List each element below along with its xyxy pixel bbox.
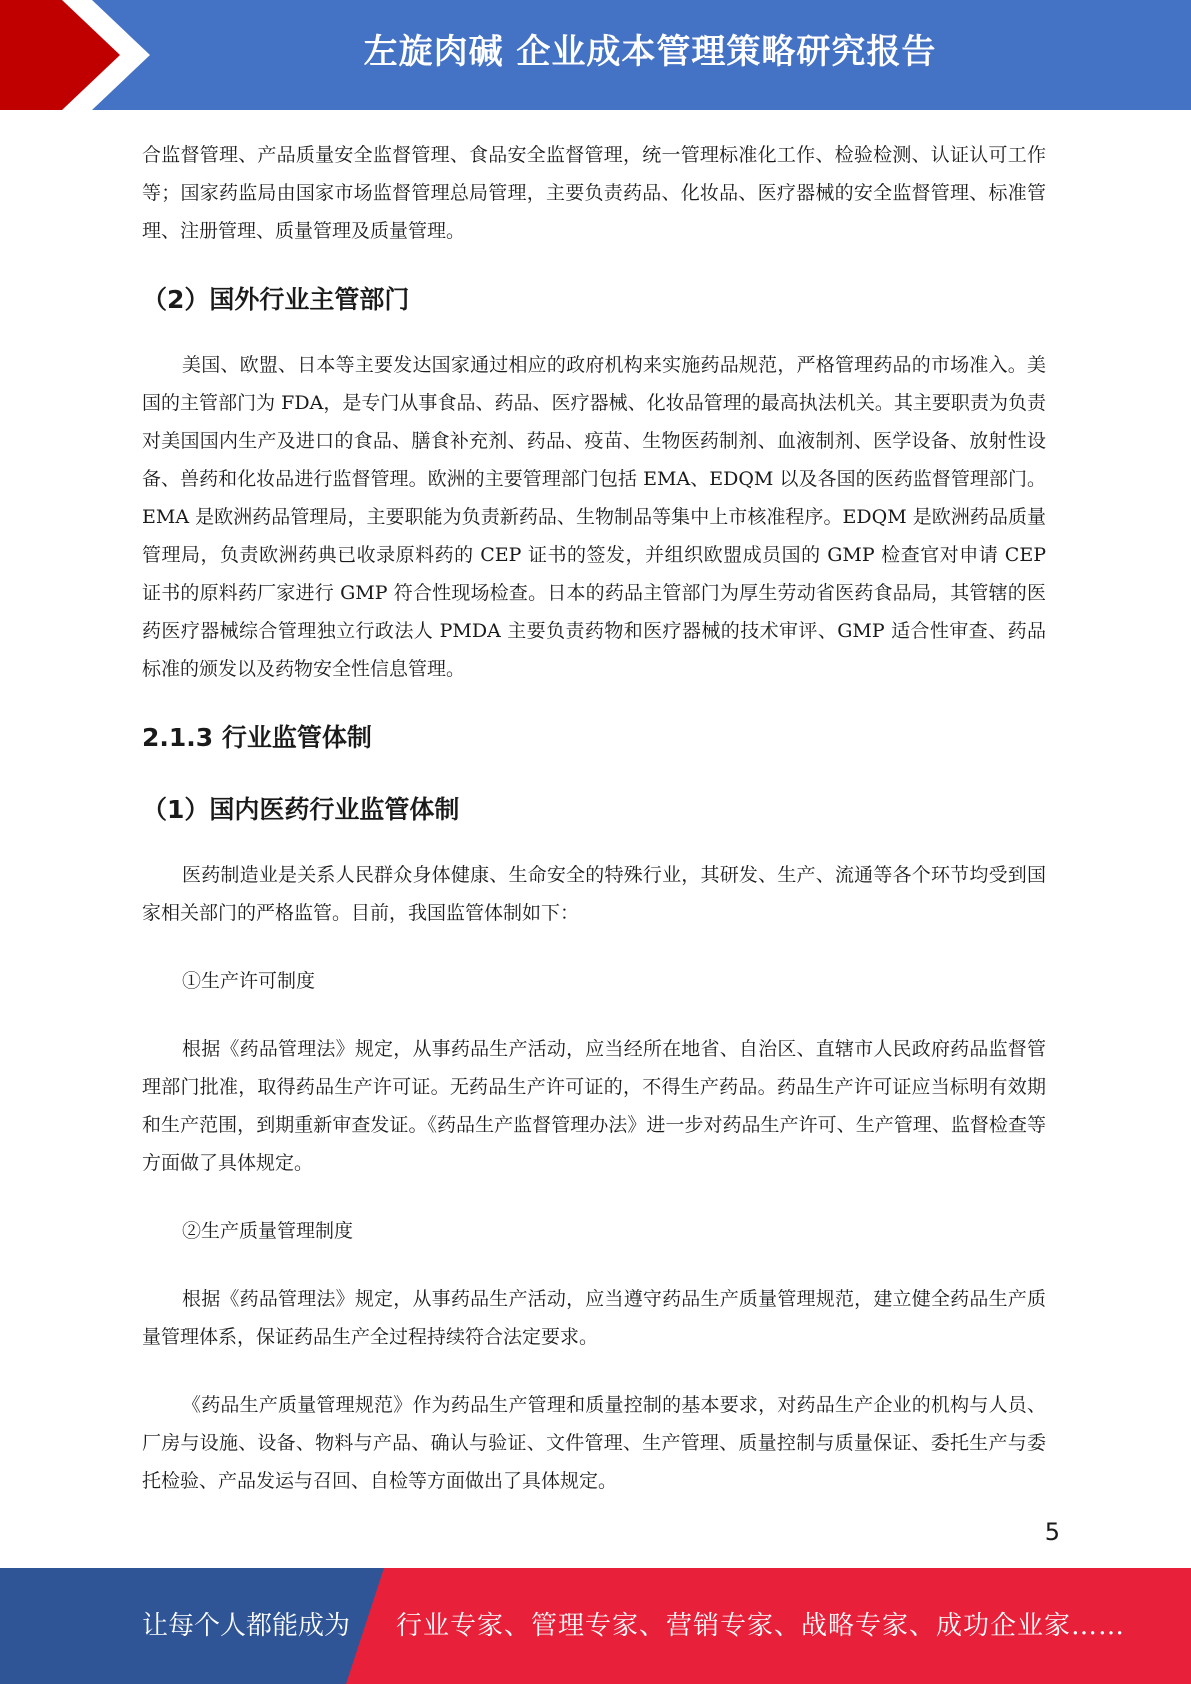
page-number: 5	[1044, 1518, 1060, 1546]
section-heading-2-1-3: 2.1.3 行业监管体制	[142, 723, 372, 752]
footer-slogan-right: 行业专家、管理专家、营销专家、战略专家、成功企业家……	[396, 1611, 1126, 1641]
paragraph-quality-management: 根据《药品管理法》规定，从事药品生产活动，应当遵守药品生产质量管理规范，建立健全药品生产质量管理体系，保证药品生产全过程持续符合法定要求。	[142, 1288, 1046, 1348]
heading-domestic-regulation: （1）国内医药行业监管体制	[142, 795, 460, 824]
footer-slogan-left: 让每个人都能成为	[142, 1611, 351, 1641]
paragraph-production-license: 根据《药品管理法》规定，从事药品生产活动，应当经所在地省、自治区、直辖市人民政府药品监督管理部门批准，取得药品生产许可证。无药品生产许可证的，不得生产药品。药品生产许可证应当标明有效期和生产范围，到期重新审查发证。《药品生产监督管理办法》进一步对药品生产许可、生产管理、监督检查等方面做了具体规定。	[142, 1038, 1046, 1174]
header-chevron-decoration	[0, 0, 160, 110]
document-body	[142, 136, 1046, 1500]
paragraph-continued: 合监督管理、产品质量安全监督管理、食品安全监督管理，统一管理标准化工作、检验检测、认证认可工作等；国家药监局由国家市场监督管理总局管理，主要负责药品、化妆品、医疗器械的安全监督管理、标准管理、注册管理、质量管理及质量管理。	[142, 144, 1046, 242]
list-item-production-license: ①生产许可制度	[182, 970, 316, 992]
header-banner	[0, 0, 1191, 110]
paragraph-regulation-overview: 医药制造业是关系人民群众身体健康、生命安全的特殊行业，其研发、生产、流通等各个环节均受到国家相关部门的严格监管。目前，我国监管体制如下：	[142, 864, 1046, 924]
paragraph-gmp: 《药品生产质量管理规范》作为药品生产管理和质量控制的基本要求，对药品生产企业的机构与人员、厂房与设施、设备、物料与产品、确认与验证、文件管理、生产管理、质量控制与质量保证、委托生产与委托检验、产品发运与召回、自检等方面做出了具体规定。	[142, 1394, 1046, 1492]
footer-banner	[0, 1568, 1191, 1684]
list-item-quality-management: ②生产质量管理制度	[182, 1220, 354, 1242]
paragraph-foreign-regulators: 美国、欧盟、日本等主要发达国家通过相应的政府机构来实施药品规范，严格管理药品的市场准入。美国的主管部门为 FDA，是专门从事食品、药品、医疗器械、化妆品管理的最高执法机关。其主要职责为负责对美国国内生产及进口的食品、膳食补充剂、药品、疫苗、生物医药制剂、血液制剂、医学设备、放射性设备、兽药和化妆品进行监督管理。欧洲的主要管理部门包括 EMA、EDQM 以及各国的医药监督管理部门。EMA 是欧洲药品管理局，主要职能为负责新药品、生物制品等集中上市核准程序。EDQM 是欧洲药品质量管理局，负责欧洲药典已收录原料药的 CEP 证书的签发，并组织欧盟成员国的 GMP 检查官对申请 CEP 证书的原料药厂家进行 GMP 符合性现场检查。日本的药品主管部门为厚生劳动省医药食品局，其管辖的医药医疗器械综合管理独立行政法人 PMDA 主要负责药物和医疗器械的技术审评、GMP 适合性审查、药品标准的颁发以及药物安全性信息管理。	[142, 354, 1046, 680]
header-title: 左旋肉碱 企业成本管理策略研究报告	[363, 32, 937, 72]
heading-foreign-authorities: （2）国外行业主管部门	[142, 285, 410, 314]
